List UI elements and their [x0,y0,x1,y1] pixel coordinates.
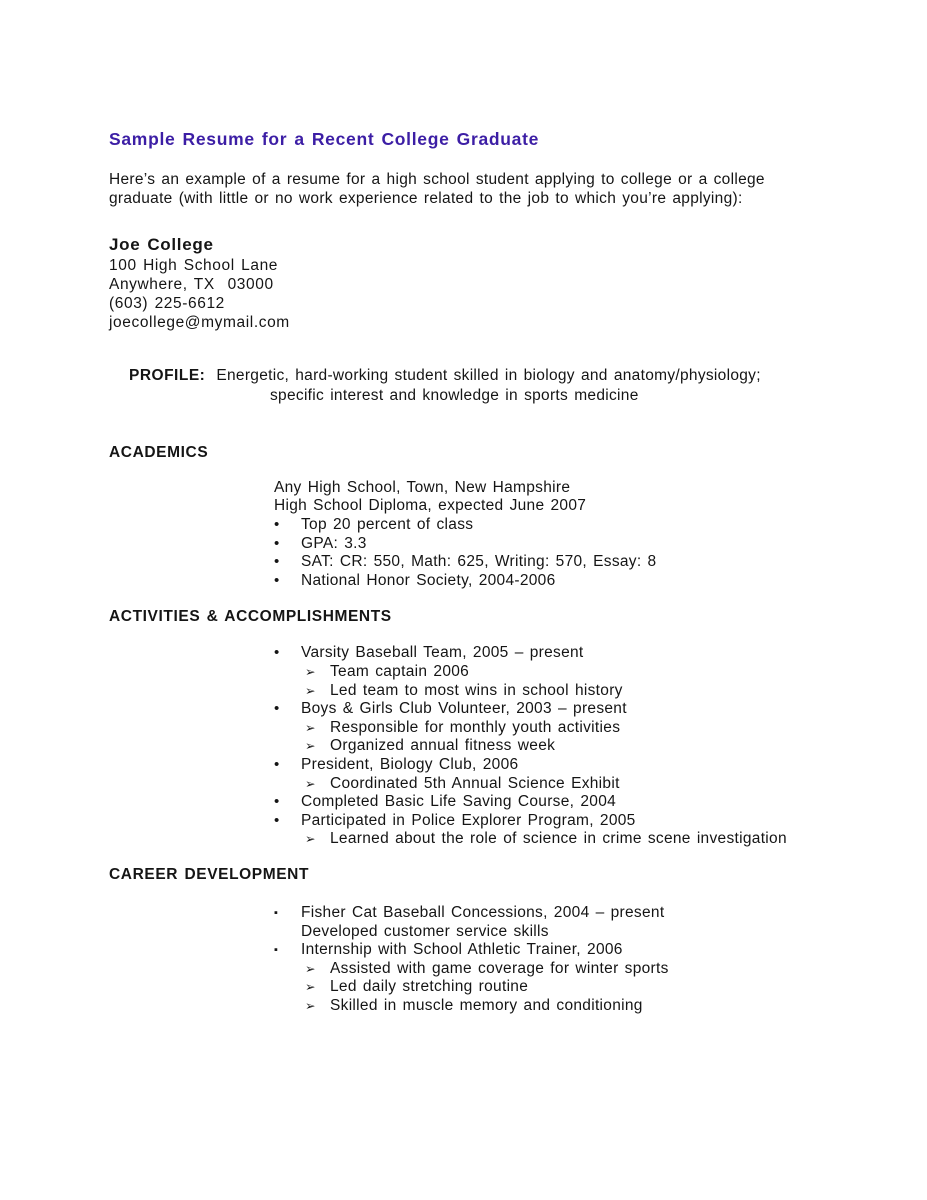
list-item [274,516,867,535]
contact-address-line-1: 100 High School Lane [109,257,279,275]
list-item-text: Varsity Baseball Team, 2005 – present [301,644,584,662]
bullet-arrow-icon: ➢ [305,719,316,735]
list-item-text: GPA: 3.3 [301,534,367,552]
list-subitem [305,663,867,682]
profile-label: PROFILE: [129,367,206,385]
list-item-text: Top 20 percent of class [301,516,474,533]
contact-name: Joe College [109,235,214,255]
intro-paragraph [109,170,867,208]
bullet-arrow-icon: ➢ [305,663,316,679]
list-item [274,793,867,812]
bullet-disc-icon: • [274,553,280,571]
list-subitem [305,997,867,1016]
list-item-text: Fisher Cat Baseball Concessions, 2004 – present [301,903,665,921]
profile-text-line-2: specific interest and knowledge in sports medicine [270,386,639,404]
list-item [274,535,867,554]
profile-text-line-1: Energetic, hard-working student skilled in biology and anatomy/physiology; [216,367,761,385]
profile-block [129,366,867,404]
section-heading-activities: ACTIVITIES & ACCOMPLISHMENTS [109,608,392,626]
list-subitem [305,719,867,738]
school-line-1: Any High School, Town, New Hampshire [274,478,571,496]
contact-phone: (603) 225-6612 [109,295,225,313]
list-item-text: Participated in Police Explorer Program, 2005 [301,811,636,829]
list-item-continuation: Developed customer service skills [301,922,549,940]
contact-email: joecollege@mymail.com [109,314,290,332]
bullet-disc-icon: • [274,755,280,773]
bullet-square-icon: ▪ [274,906,279,919]
list-item-text: Responsible for monthly youth activities [330,718,621,736]
page-title: Sample Resume for a Recent College Graduate [109,129,540,149]
list-item-text: Assisted with game coverage for winter sports [330,959,669,977]
list-item [274,812,867,831]
bullet-disc-icon: • [274,700,280,718]
list-item [274,700,867,719]
bullet-disc-icon: • [274,793,280,811]
list-item [274,644,867,663]
list-item-text: Internship with School Athletic Trainer, 2006 [301,941,623,959]
bullet-disc-icon: • [274,811,280,829]
list-item-text: Team captain 2006 [330,662,470,680]
school-line-2: High School Diploma, expected June 2007 [274,497,587,515]
bullet-square-icon: ▪ [274,944,279,957]
list-subitem [305,978,867,997]
career-content [274,904,867,1016]
bullet-arrow-icon: ➢ [305,682,316,698]
bullet-disc-icon: • [274,644,280,662]
list-item-text: Coordinated 5th Annual Science Exhibit [330,774,620,792]
profile-line-1 [129,366,867,385]
academics-content [274,479,867,591]
list-subitem [305,682,867,701]
list-item [274,572,867,591]
bullet-disc-icon: • [274,534,280,552]
list-item-text: Learned about the role of science in crime scene investigation [330,830,787,848]
contact-block [109,233,867,332]
section-heading-academics: ACADEMICS [109,443,209,461]
intro-line-1: Here’s an example of a resume for a high school student applying to college or a college [109,171,765,188]
bullet-arrow-icon: ➢ [305,738,316,754]
list-subitem [305,775,867,794]
bullet-arrow-icon: ➢ [305,775,316,791]
bullet-arrow-icon: ➢ [305,960,316,976]
list-subitem [305,960,867,979]
list-item-text: Completed Basic Life Saving Course, 2004 [301,793,617,811]
bullet-arrow-icon: ➢ [305,979,316,995]
bullet-arrow-icon: ➢ [305,997,316,1013]
bullet-disc-icon: • [274,516,280,533]
list-subitem [305,737,867,756]
list-item [274,904,867,923]
list-item-text: Skilled in muscle memory and conditioning [330,996,643,1014]
list-item [274,941,867,960]
list-item [274,756,867,775]
contact-address-line-2: Anywhere, TX 03000 [109,276,274,294]
bullet-disc-icon: • [274,571,280,589]
list-subitem [305,830,867,849]
list-item-text: National Honor Society, 2004-2006 [301,571,556,589]
list-item [274,553,867,572]
intro-line-2: graduate (with little or no work experience related to the job to which you’re applying): [109,190,743,208]
activities-content [274,644,867,849]
list-item-text: President, Biology Club, 2006 [301,755,519,773]
list-item-text: Organized annual fitness week [330,737,556,755]
bullet-arrow-icon: ➢ [305,831,316,847]
list-item-text: SAT: CR: 550, Math: 625, Writing: 570, Essay: 8 [301,553,657,571]
section-heading-career: CAREER DEVELOPMENT [109,865,310,883]
list-item-text: Boys & Girls Club Volunteer, 2003 – present [301,700,627,718]
list-item-text: Led daily stretching routine [330,978,529,996]
list-item-text: Led team to most wins in school history [330,681,623,699]
